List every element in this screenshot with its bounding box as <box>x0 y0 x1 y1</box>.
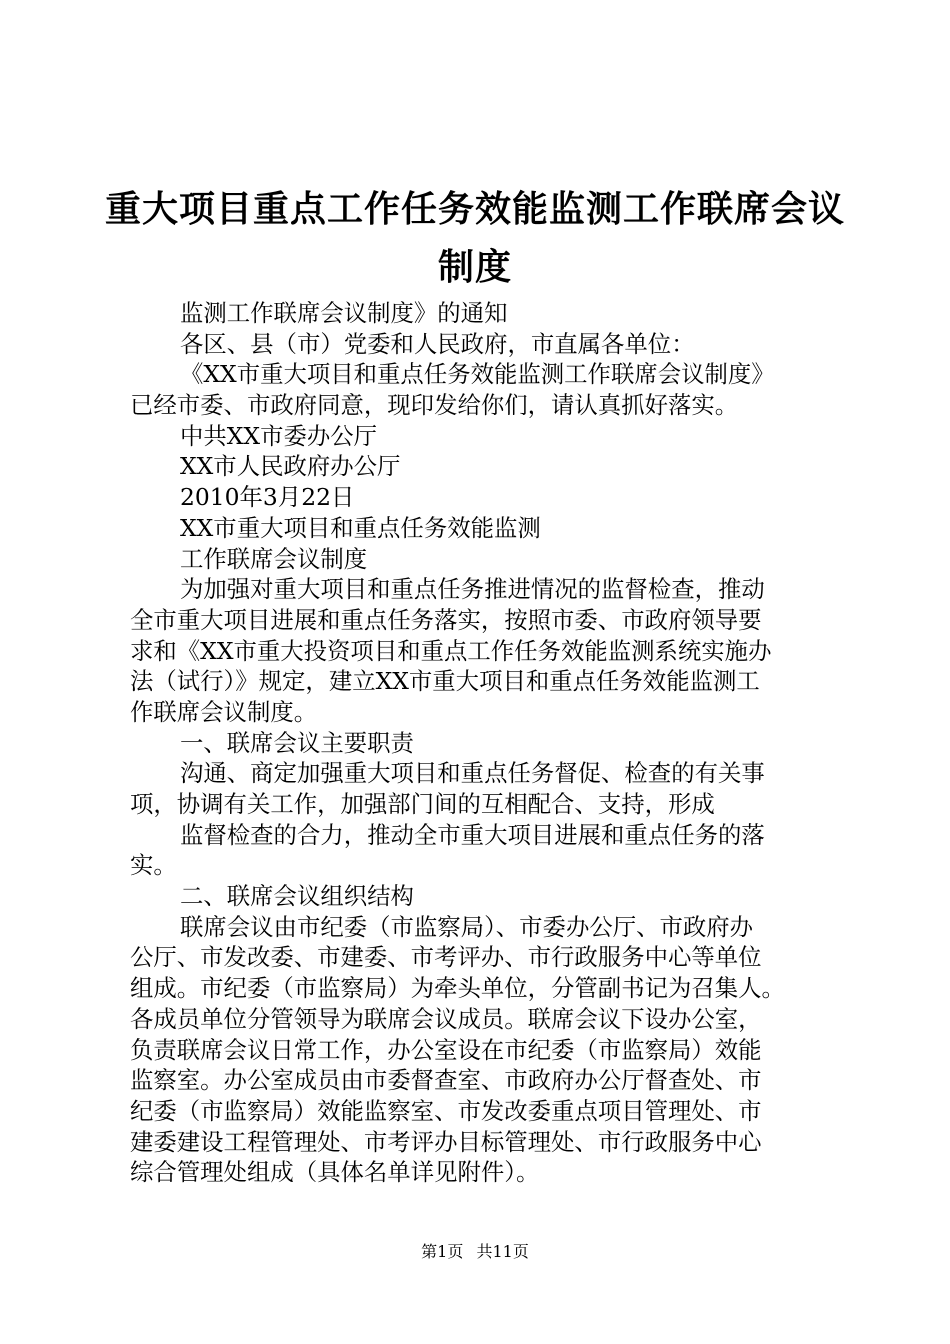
body-line: 联席会议由市纪委（市监察局）、市委办公厅、市政府办 <box>180 912 754 941</box>
body-line: 2010年3月22日 <box>180 483 355 512</box>
body-line: 纪委（市监察局）效能监察室、市发改委重点项目管理处、市 <box>130 1096 762 1125</box>
body-line: 公厅、市发改委、市建委、市考评办、市行政服务中心等单位 <box>130 943 762 972</box>
body-line: 各成员单位分管领导为联席会议成员。联席会议下设办公室， <box>130 1004 762 1033</box>
body-line: 实。 <box>130 851 177 880</box>
body-line: 各区、县（市）党委和人民政府，市直属各单位： <box>180 329 695 358</box>
body-line: 监察室。办公室成员由市委督查室、市政府办公厅督查处、市 <box>130 1066 762 1095</box>
body-line: 项，协调有关工作，加强部门间的互相配合、支持，形成 <box>130 790 715 818</box>
document-title-line-2: 制度 <box>437 247 512 288</box>
body-line: 《XX市重大项目和重点任务效能监测工作联席会议制度》 <box>180 360 775 389</box>
body-line: 工作联席会议制度 <box>180 544 368 573</box>
body-line: 建委建设工程管理处、市考评办目标管理处、市行政服务中心 <box>130 1127 762 1156</box>
document-title-line-1: 重大项目重点工作任务效能监测工作联席会议 <box>104 189 845 230</box>
body-line: 二、联席会议组织结构 <box>180 882 414 911</box>
body-line: 一、联席会议主要职责 <box>180 728 414 757</box>
body-line: 负责联席会议日常工作，办公室设在市纪委（市监察局）效能 <box>130 1035 762 1064</box>
page-footer <box>0 1242 950 1262</box>
body-line: 中共XX市委办公厅 <box>180 421 378 450</box>
page-total: 共11页 <box>476 1242 529 1261</box>
body-line: 监督检查的合力，推动全市重大项目进展和重点任务的落 <box>180 820 765 849</box>
document-body <box>130 298 835 1188</box>
body-line: XX市重大项目和重点任务效能监测 <box>180 513 541 542</box>
body-line: 求和《XX市重大投资项目和重点工作任务效能监测系统实施办 <box>130 636 772 665</box>
body-line: 作联席会议制度。 <box>130 697 318 726</box>
body-line: XX市人民政府办公厅 <box>180 452 401 481</box>
body-line: 已经市委、市政府同意，现印发给你们，请认真抓好落实。 <box>130 391 739 420</box>
body-line: 为加强对重大项目和重点任务推进情况的监督检查，推动 <box>180 575 765 604</box>
page-number: 第1页 <box>421 1242 464 1261</box>
body-line: 沟通、商定加强重大项目和重点任务督促、检查的有关事 <box>180 759 765 788</box>
body-line: 监测工作联席会议制度》的通知 <box>180 299 508 327</box>
body-line: 组成。市纪委（市监察局）为牵头单位，分管副书记为召集人。 <box>130 974 785 1003</box>
body-line: 全市重大项目进展和重点任务落实，按照市委、市政府领导要 <box>130 605 762 634</box>
body-line: 法（试行）》规定，建立XX市重大项目和重点任务效能监测工 <box>130 667 760 696</box>
body-line: 综合管理处组成（具体名单详见附件）。 <box>130 1158 540 1187</box>
